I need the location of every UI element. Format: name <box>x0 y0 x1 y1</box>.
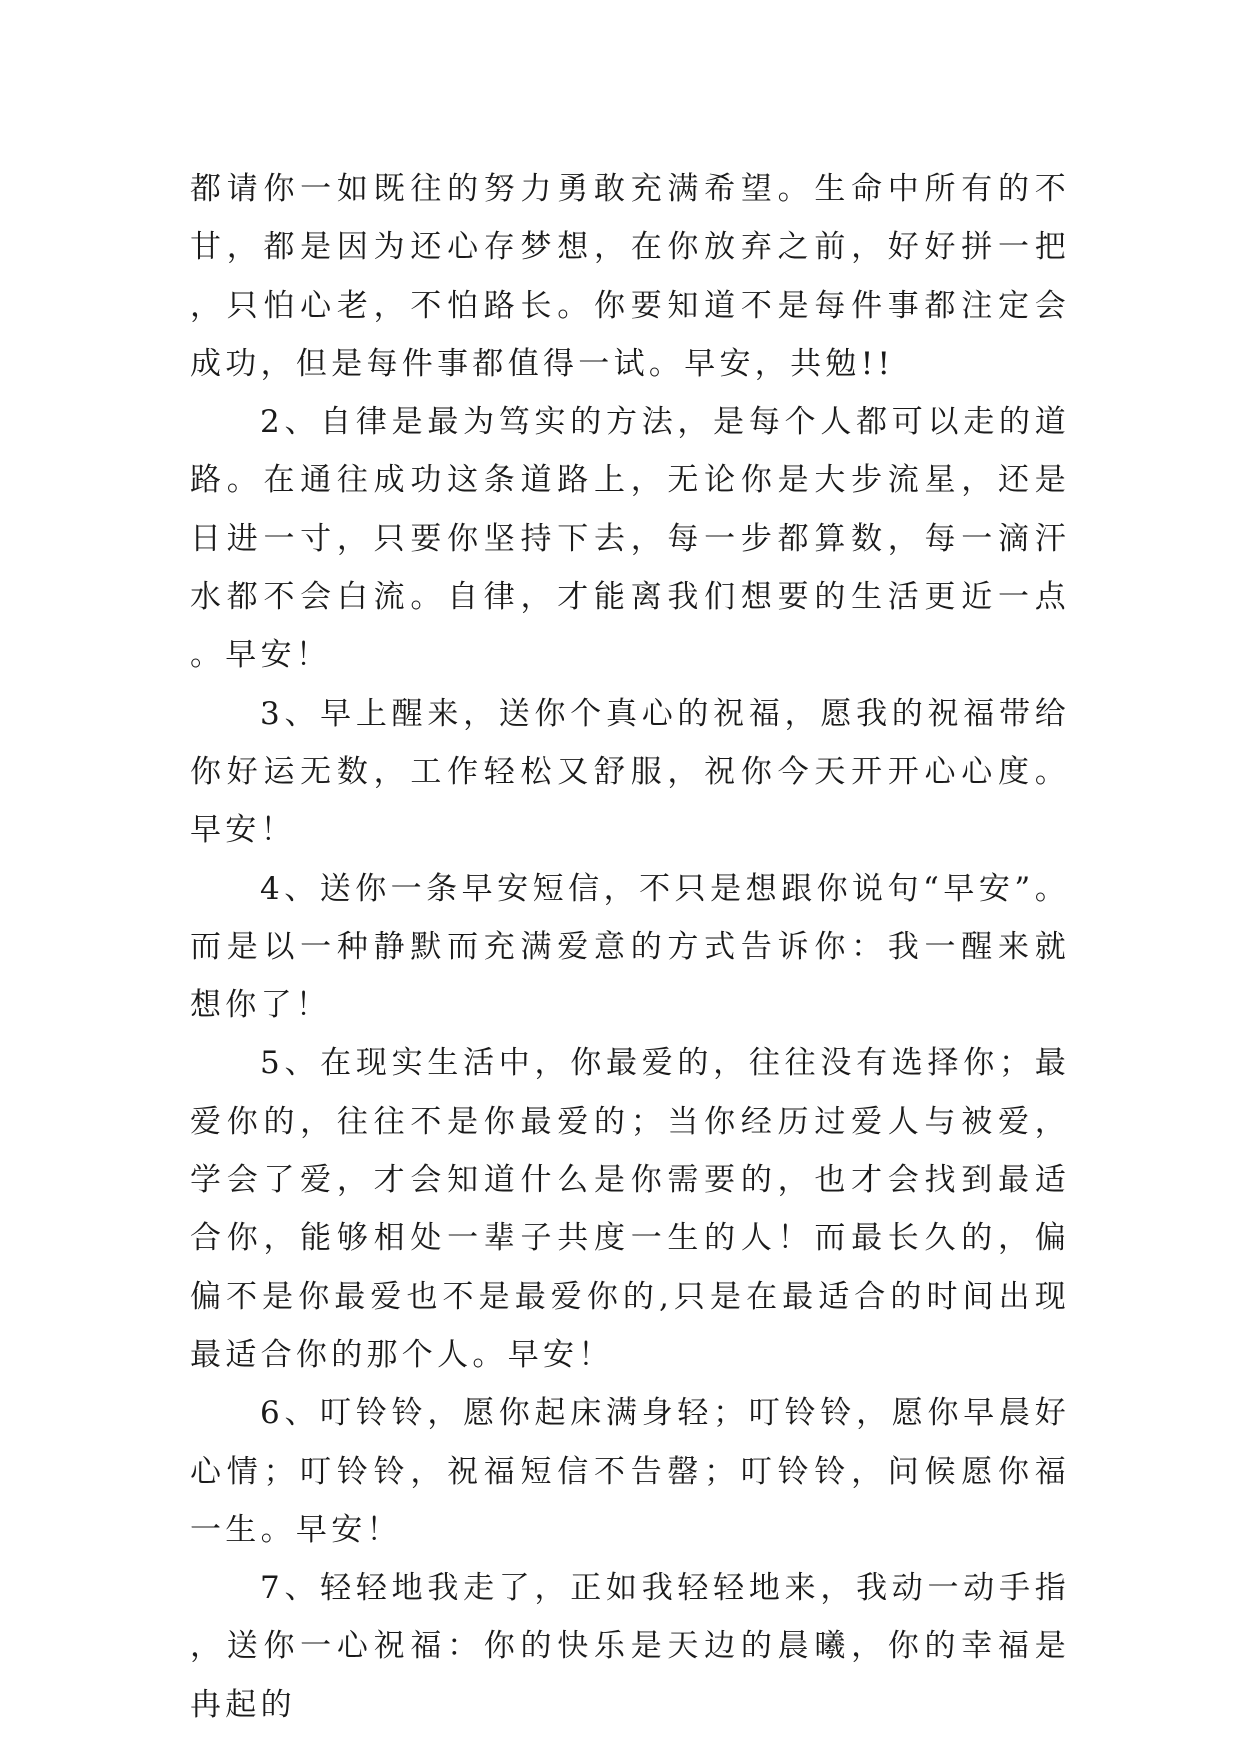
paragraph-continuation: 都请你一如既往的努力勇敢充满希望。生命中所有的不甘，都是因为还心存梦想，在你放弃之前，好好拼一把，只怕心老，不怕路长。你要知道不是每件事都注定会成功，但是每件事都值得一试。早安，共勉!! <box>190 171 1070 382</box>
paragraph-4: 4、送你一条早安短信，不只是想跟你说句“早安”。而是以一种静默而充满爱意的方式告诉你：我一醒来就想你了！ <box>190 870 1070 1024</box>
paragraph-3: 3、早上醒来，送你个真心的祝福，愿我的祝福带给你好运无数，工作轻松又舒服，祝你今天开开心心度。早安！ <box>190 695 1070 849</box>
paragraph-6: 6、叮铃铃，愿你起床满身轻；叮铃铃，愿你早晨好心情；叮铃铃，祝福短信不告罄；叮铃铃，问候愿你福一生。早安！ <box>190 1395 1070 1548</box>
paragraph-2: 2、自律是最为笃实的方法，是每个人都可以走的道路。在通往成功这条道路上，无论你是大步流星，还是日进一寸，只要你坚持下去，每一步都算数，每一滴汗水都不会白流。自律，才能离我们想要的生活更近一点。早安！ <box>190 404 1070 674</box>
paragraph-5: 5、在现实生活中，你最爱的，往往没有选择你；最爱你的，往往不是你最爱的；当你经历过爱人与被爱，学会了爱，才会知道什么是你需要的，也才会找到最适合你，能够相处一辈子共度一生的人！而最长久的，偏偏不是你最爱也不是最爱你的,只是在最适合的时间出现最适合你的那个人。早安！ <box>190 1045 1070 1373</box>
paragraph-7: 7、轻轻地我走了，正如我轻轻地来，我动一动手指，送你一心祝福：你的快乐是天边的晨曦，你的幸福是冉起的 <box>190 1570 1070 1723</box>
document-body <box>190 160 1070 1734</box>
